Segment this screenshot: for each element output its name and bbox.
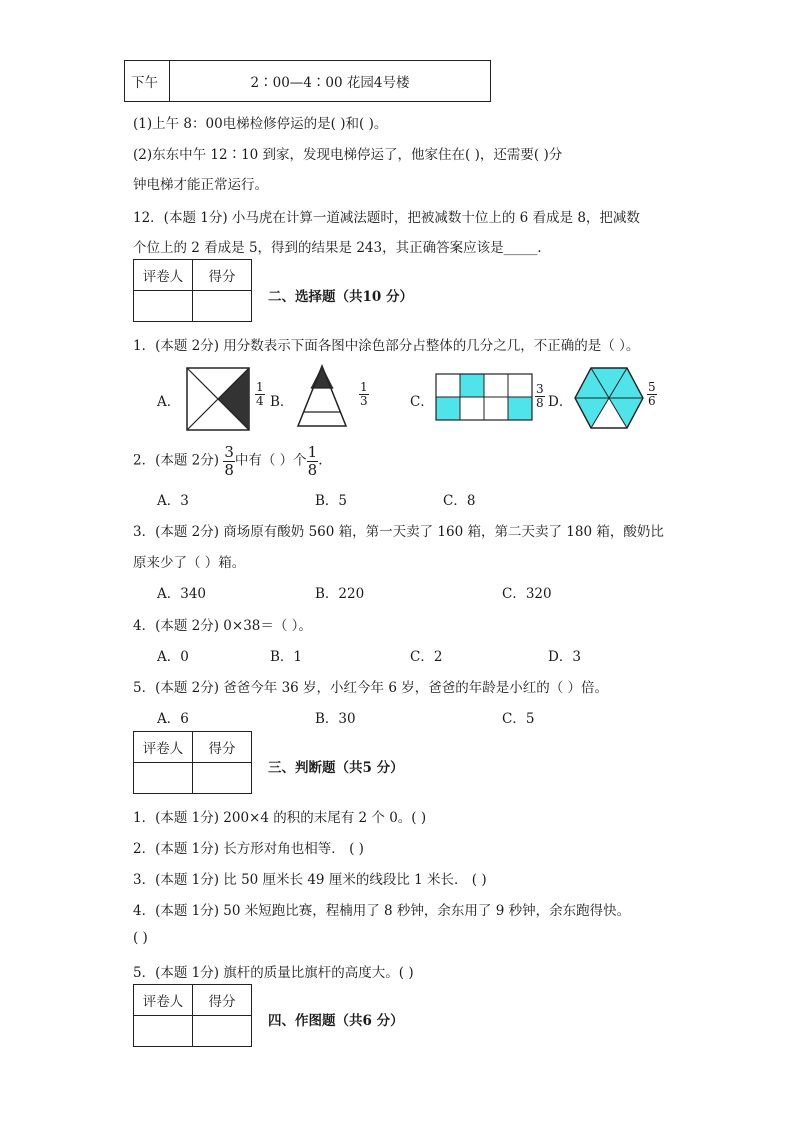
mc-q4-option-a: A．0 (157, 649, 189, 665)
reviewer-cell[interactable] (134, 1016, 193, 1047)
score-cell[interactable] (193, 1016, 252, 1047)
score-box-section4 (133, 984, 252, 1047)
mc-q1-stem: 1．(本题 2分) 用分数表示下面各图中涂色部分占整体的几分之几，不正确的是（ ）。 (133, 338, 640, 354)
mc-q5-option-c: C．5 (502, 711, 535, 727)
mc-q2-option-c: C．8 (443, 493, 476, 509)
reviewer-cell[interactable] (134, 763, 193, 794)
mc-q2-stem: 2．(本题 2分) $\frac{3}{8}$ 中有（ ）个 $\frac{1}{8}$ . (133, 443, 323, 479)
figure-d-hexagon (573, 366, 645, 430)
tf-q3: 3．(本题 1分) 比 50 厘米长 49 厘米的线段比 1 米长． ( ) (133, 872, 487, 888)
mc-q4-stem: 4．(本题 2分) 0×38＝（ ）。 (133, 618, 312, 634)
tf-q1: 1．(本题 1分) 200×4 的积的末尾有 2 个 0。( ) (133, 810, 427, 826)
figure-c-rectangle-grid (435, 373, 533, 421)
fraction-one-eighth: $\frac{1}{8}$ (307, 443, 318, 479)
reviewer-label: 评卷人 (134, 985, 193, 1016)
tf-q4-line1: 4．(本题 1分) 50 米短跑比赛，程楠用了 8 秒钟，余东用了 9 秒钟，余东跑得快。 (133, 903, 631, 919)
fraction-three-eighths: $\frac{3}{8}$ (224, 443, 234, 479)
score-box-section3 (133, 731, 252, 794)
q12-line2: 个位上的 2 看成是 5，得到的结果是 243，其正确答案应该是_____． (133, 240, 551, 256)
q11-sub2-line2: 钟电梯才能正常运行。 (133, 177, 268, 193)
mc-q3-option-a: A．340 (157, 586, 207, 602)
tf-q2: 2．(本题 1分) 长方形对角也相等． ( ) (133, 841, 364, 857)
figure-b-triangle (295, 364, 349, 428)
section4-title: 四、作图题（共6 分） (268, 1013, 404, 1029)
mc-q4-option-d: D．3 (548, 649, 581, 665)
score-label: 得分 (193, 985, 252, 1016)
schedule-row (125, 61, 491, 102)
fraction-a: $\frac{1}{4}$ (256, 380, 264, 409)
mc-q2-option-a: A．3 (157, 493, 189, 509)
section3-title: 三、判断题（共5 分） (268, 760, 404, 776)
score-label: 得分 (193, 732, 252, 763)
reviewer-label: 评卷人 (134, 732, 193, 763)
mc-q5-stem: 5．(本题 2分) 爸爸今年 36 岁，小红今年 6 岁，爸爸的年龄是小红的（ ）倍。 (133, 680, 609, 696)
figure-a-square (186, 367, 250, 431)
mc-q3-line2: 原来少了（ ）箱。 (133, 555, 246, 571)
mc-q5-option-b: B．30 (315, 711, 356, 727)
option-d-label: D． (548, 394, 573, 410)
section2-title: 二、选择题（共10 分） (268, 289, 413, 305)
option-c-label: C． (410, 394, 434, 410)
fraction-c: $\frac{3}{8}$ (536, 382, 544, 411)
tf-q4-line2: ( ) (133, 930, 148, 946)
mc-q4-option-b: B．1 (270, 649, 303, 665)
q12-line1: 12．(本题 1分) 小马虎在计算一道减法题时，把被减数十位上的 6 看成是 8，把减数 (133, 210, 640, 226)
option-a-label: A． (157, 394, 181, 410)
score-label: 得分 (193, 260, 252, 291)
schedule-detail: 2∶00—4∶00 花园4号楼 (170, 61, 491, 102)
option-b-label: B． (270, 394, 294, 410)
mc-q4-option-c: C．2 (410, 649, 443, 665)
schedule-table (124, 60, 491, 102)
q11-sub2-line1: (2)东东中午 12∶10 到家，发现电梯停运了，他家住在( )，还需要( )分 (133, 147, 563, 163)
mc-q5-option-a: A．6 (157, 711, 189, 727)
mc-q3-option-b: B．220 (315, 586, 365, 602)
fraction-d: $\frac{5}{6}$ (648, 380, 656, 409)
score-box-section2 (133, 259, 252, 322)
q11-sub1: (1)上午 8：00电梯检修停运的是( )和( )。 (133, 116, 388, 132)
score-cell[interactable] (193, 291, 252, 322)
score-cell[interactable] (193, 763, 252, 794)
reviewer-label: 评卷人 (134, 260, 193, 291)
schedule-period: 下午 (125, 61, 170, 102)
fraction-b: $\frac{1}{3}$ (360, 380, 368, 409)
mc-q3-option-c: C．320 (502, 586, 552, 602)
tf-q5: 5．(本题 1分) 旗杆的质量比旗杆的高度大。( ) (133, 965, 414, 981)
reviewer-cell[interactable] (134, 291, 193, 322)
mc-q2-option-b: B．5 (315, 493, 348, 509)
mc-q3-line1: 3．(本题 2分) 商场原有酸奶 560 箱，第一天卖了 160 箱，第二天卖了 180 箱，酸奶比 (133, 524, 664, 540)
